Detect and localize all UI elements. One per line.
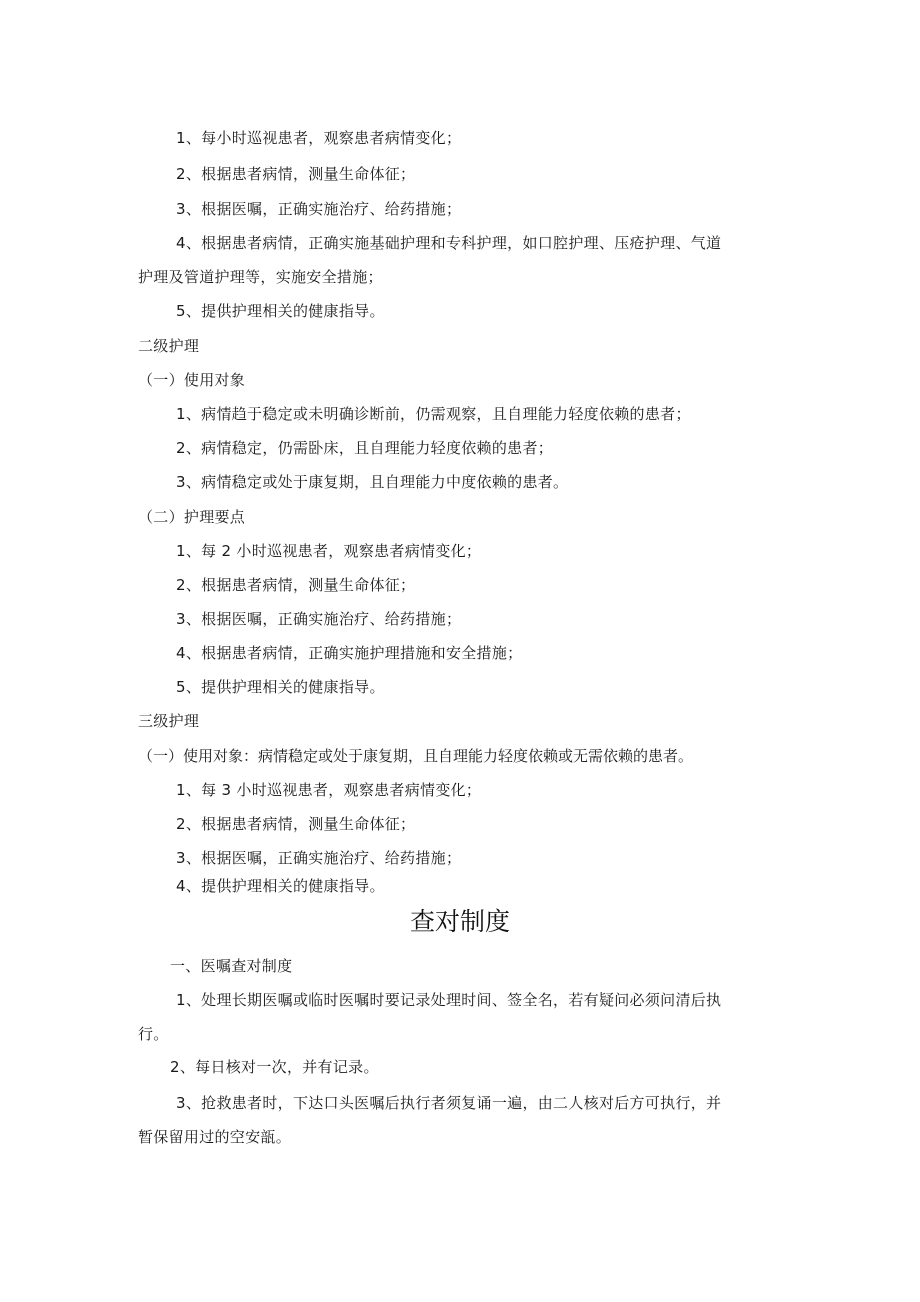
level2-target-1: 1、病情趋于稳定或未明确诊断前，仍需观察，且自理能力轻度依赖的患者； (176, 405, 691, 423)
level2-target-2: 2、病情稳定，仍需卧床，且自理能力轻度依赖的患者； (176, 439, 554, 457)
level1-point-3: 3、根据医嘱，正确实施治疗、给药措施； (176, 200, 462, 218)
level2-point-5: 5、提供护理相关的健康指导。 (176, 678, 385, 696)
section-title: 查对制度 (409, 907, 510, 936)
level2-point-4: 4、根据患者病情，正确实施护理措施和安全措施； (176, 644, 523, 662)
level3-point-3: 3、根据医嘱，正确实施治疗、给药措施； (176, 849, 462, 867)
level3-heading: 三级护理 (138, 712, 200, 730)
check-item-1-line1: 1、处理长期医嘱或临时医嘱时要记录处理时间、签全名，若有疑问必须问清后执 (176, 991, 722, 1009)
level2-points-heading: （二）护理要点 (138, 508, 246, 526)
level3-targets-heading: （一）使用对象：病情稳定或处于康复期，且自理能力轻度依赖或无需依赖的患者。 (138, 747, 694, 765)
check-item-3-line2: 暂保留用过的空安瓿。 (138, 1128, 292, 1146)
level2-point-2: 2、根据患者病情，测量生命体征； (176, 576, 416, 594)
level1-point-4-line1: 4、根据患者病情，正确实施基础护理和专科护理，如口腔护理、压疮护理、气道 (176, 234, 722, 252)
check-item-3-line1: 3、抢救患者时，下达口头医嘱后执行者须复诵一遍，由二人核对后方可执行，并 (176, 1094, 722, 1112)
level3-point-4: 4、提供护理相关的健康指导。 (176, 877, 385, 895)
check-item-1-line2: 行。 (138, 1025, 169, 1043)
level2-target-3: 3、病情稳定或处于康复期，且自理能力中度依赖的患者。 (176, 473, 569, 491)
check-section-heading: 一、医嘱查对制度 (170, 957, 293, 975)
level1-point-5: 5、提供护理相关的健康指导。 (176, 302, 385, 320)
level2-point-3: 3、根据医嘱，正确实施治疗、给药措施； (176, 610, 462, 628)
level3-point-2: 2、根据患者病情，测量生命体征； (176, 815, 416, 833)
level2-heading: 二级护理 (138, 337, 200, 355)
check-item-2: 2、每日核对一次，并有记录。 (170, 1058, 379, 1076)
level1-point-4-line2: 护理及管道护理等，实施安全措施； (138, 268, 383, 286)
level1-point-1: 1、每小时巡视患者，观察患者病情变化； (176, 129, 462, 147)
level1-point-2: 2、根据患者病情，测量生命体征； (176, 165, 416, 183)
level2-targets-heading: （一）使用对象 (138, 371, 246, 389)
level3-point-1: 1、每 3 小时巡视患者，观察患者病情变化； (176, 781, 482, 799)
level2-point-1: 1、每 2 小时巡视患者，观察患者病情变化； (176, 542, 482, 560)
